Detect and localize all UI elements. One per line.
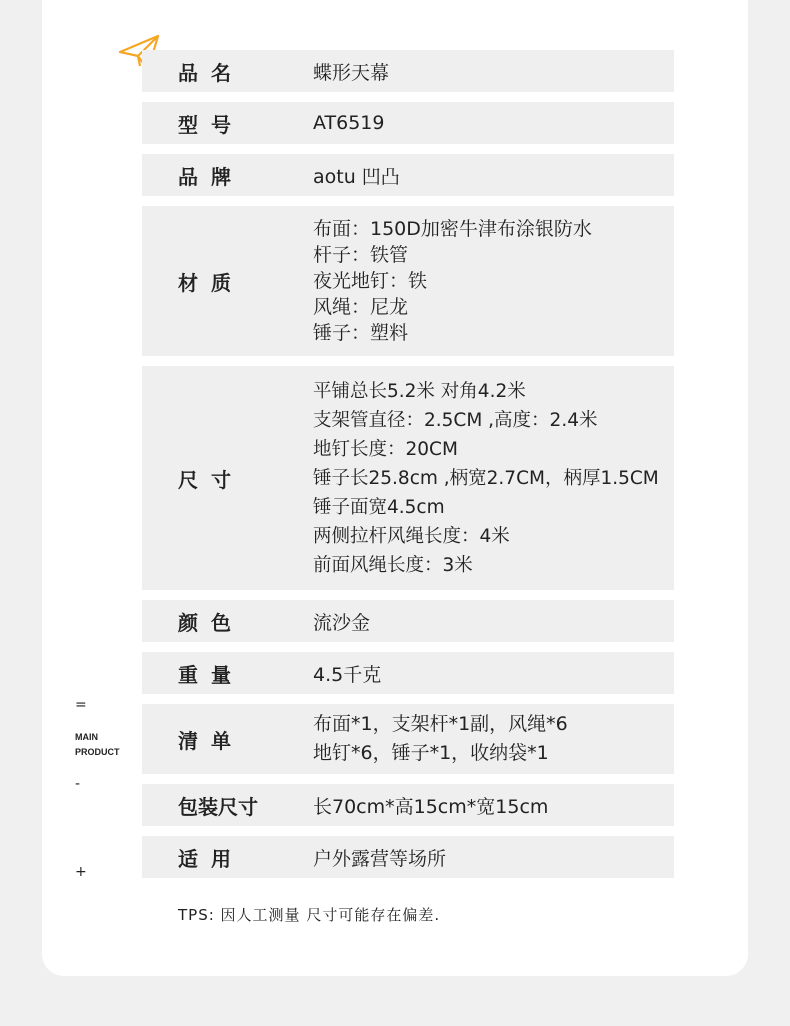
spec-value	[313, 112, 384, 134]
spec-label: 型 号	[178, 112, 234, 137]
spec-label: 品 名	[178, 60, 234, 85]
spec-value	[313, 608, 370, 635]
spec-label: 适 用	[178, 846, 234, 871]
side-product-text: PRODUCT	[75, 747, 120, 757]
spec-value	[313, 792, 548, 819]
spec-value-line: 流沙金	[313, 611, 371, 634]
spec-value	[313, 710, 568, 768]
spec-value-line: 长70cm*高15cm*宽15cm	[313, 795, 549, 818]
spec-row-list	[142, 704, 674, 774]
spec-value-line: 锤子长25.8cm ,柄宽2.7CM，柄厚1.5CM	[313, 467, 659, 489]
spec-row-color	[142, 600, 674, 642]
spec-value-line: 锤子：塑料	[313, 322, 409, 344]
spec-value-line: 蝶形天幕	[313, 61, 390, 84]
spec-row-material	[142, 206, 674, 356]
spec-value-line: 风绳：尼龙	[313, 296, 409, 318]
spec-value-line: 前面风绳长度：3米	[313, 554, 473, 576]
spec-row-size	[142, 366, 674, 590]
spec-label: 重 量	[178, 662, 234, 687]
spec-value	[313, 216, 592, 346]
side-equals-icon: =	[75, 697, 87, 713]
side-plus-icon: +	[75, 864, 87, 880]
spec-value-line: aotu 凹凸	[313, 165, 400, 188]
spec-label: 材 质	[178, 270, 234, 295]
side-main-text: MAIN	[75, 732, 98, 742]
spec-value-line: 布面：150D加密牛津布涂银防水	[313, 218, 592, 240]
spec-value-line: 地钉*6，锤子*1，收纳袋*1	[313, 742, 549, 764]
spec-value-line: 布面*1，支架杆*1副，风绳*6	[313, 713, 568, 735]
spec-label: 包装尺寸	[178, 794, 258, 819]
spec-row-model	[142, 102, 674, 144]
spec-row-package	[142, 784, 674, 826]
spec-value-line: 夜光地钉：铁	[313, 270, 428, 292]
spec-value-line: 户外露营等场所	[313, 847, 447, 870]
spec-value	[313, 660, 381, 687]
spec-value-line: 锤子面宽4.5cm	[313, 496, 445, 518]
spec-label: 品 牌	[178, 164, 234, 189]
spec-value	[313, 377, 659, 580]
side-main-product-label	[75, 730, 120, 760]
spec-value	[313, 844, 446, 871]
spec-row-usage	[142, 836, 674, 878]
spec-row-weight	[142, 652, 674, 694]
spec-value	[313, 58, 389, 85]
spec-value-line: 两侧拉杆风绳长度：4米	[313, 525, 510, 547]
spec-value-line: AT6519	[313, 112, 385, 134]
spec-label: 颜 色	[178, 610, 234, 635]
spec-row-brand	[142, 154, 674, 196]
spec-value-line: 地钉长度：20CM	[313, 438, 458, 460]
spec-value-line: 4.5千克	[313, 663, 382, 686]
tips-note: TPS: 因人工测量 尺寸可能存在偏差.	[178, 906, 441, 924]
spec-label: 尺 寸	[178, 467, 234, 492]
spec-label: 清 单	[178, 728, 234, 753]
spec-value-line: 支架管直径：2.5CM ,高度：2.4米	[313, 409, 598, 431]
spec-value-line: 平铺总长5.2米 对角4.2米	[313, 380, 526, 402]
side-minus-icon: -	[75, 776, 81, 792]
spec-value	[313, 162, 400, 189]
spec-value-line: 杆子：铁管	[313, 244, 409, 266]
spec-row-name	[142, 50, 674, 92]
